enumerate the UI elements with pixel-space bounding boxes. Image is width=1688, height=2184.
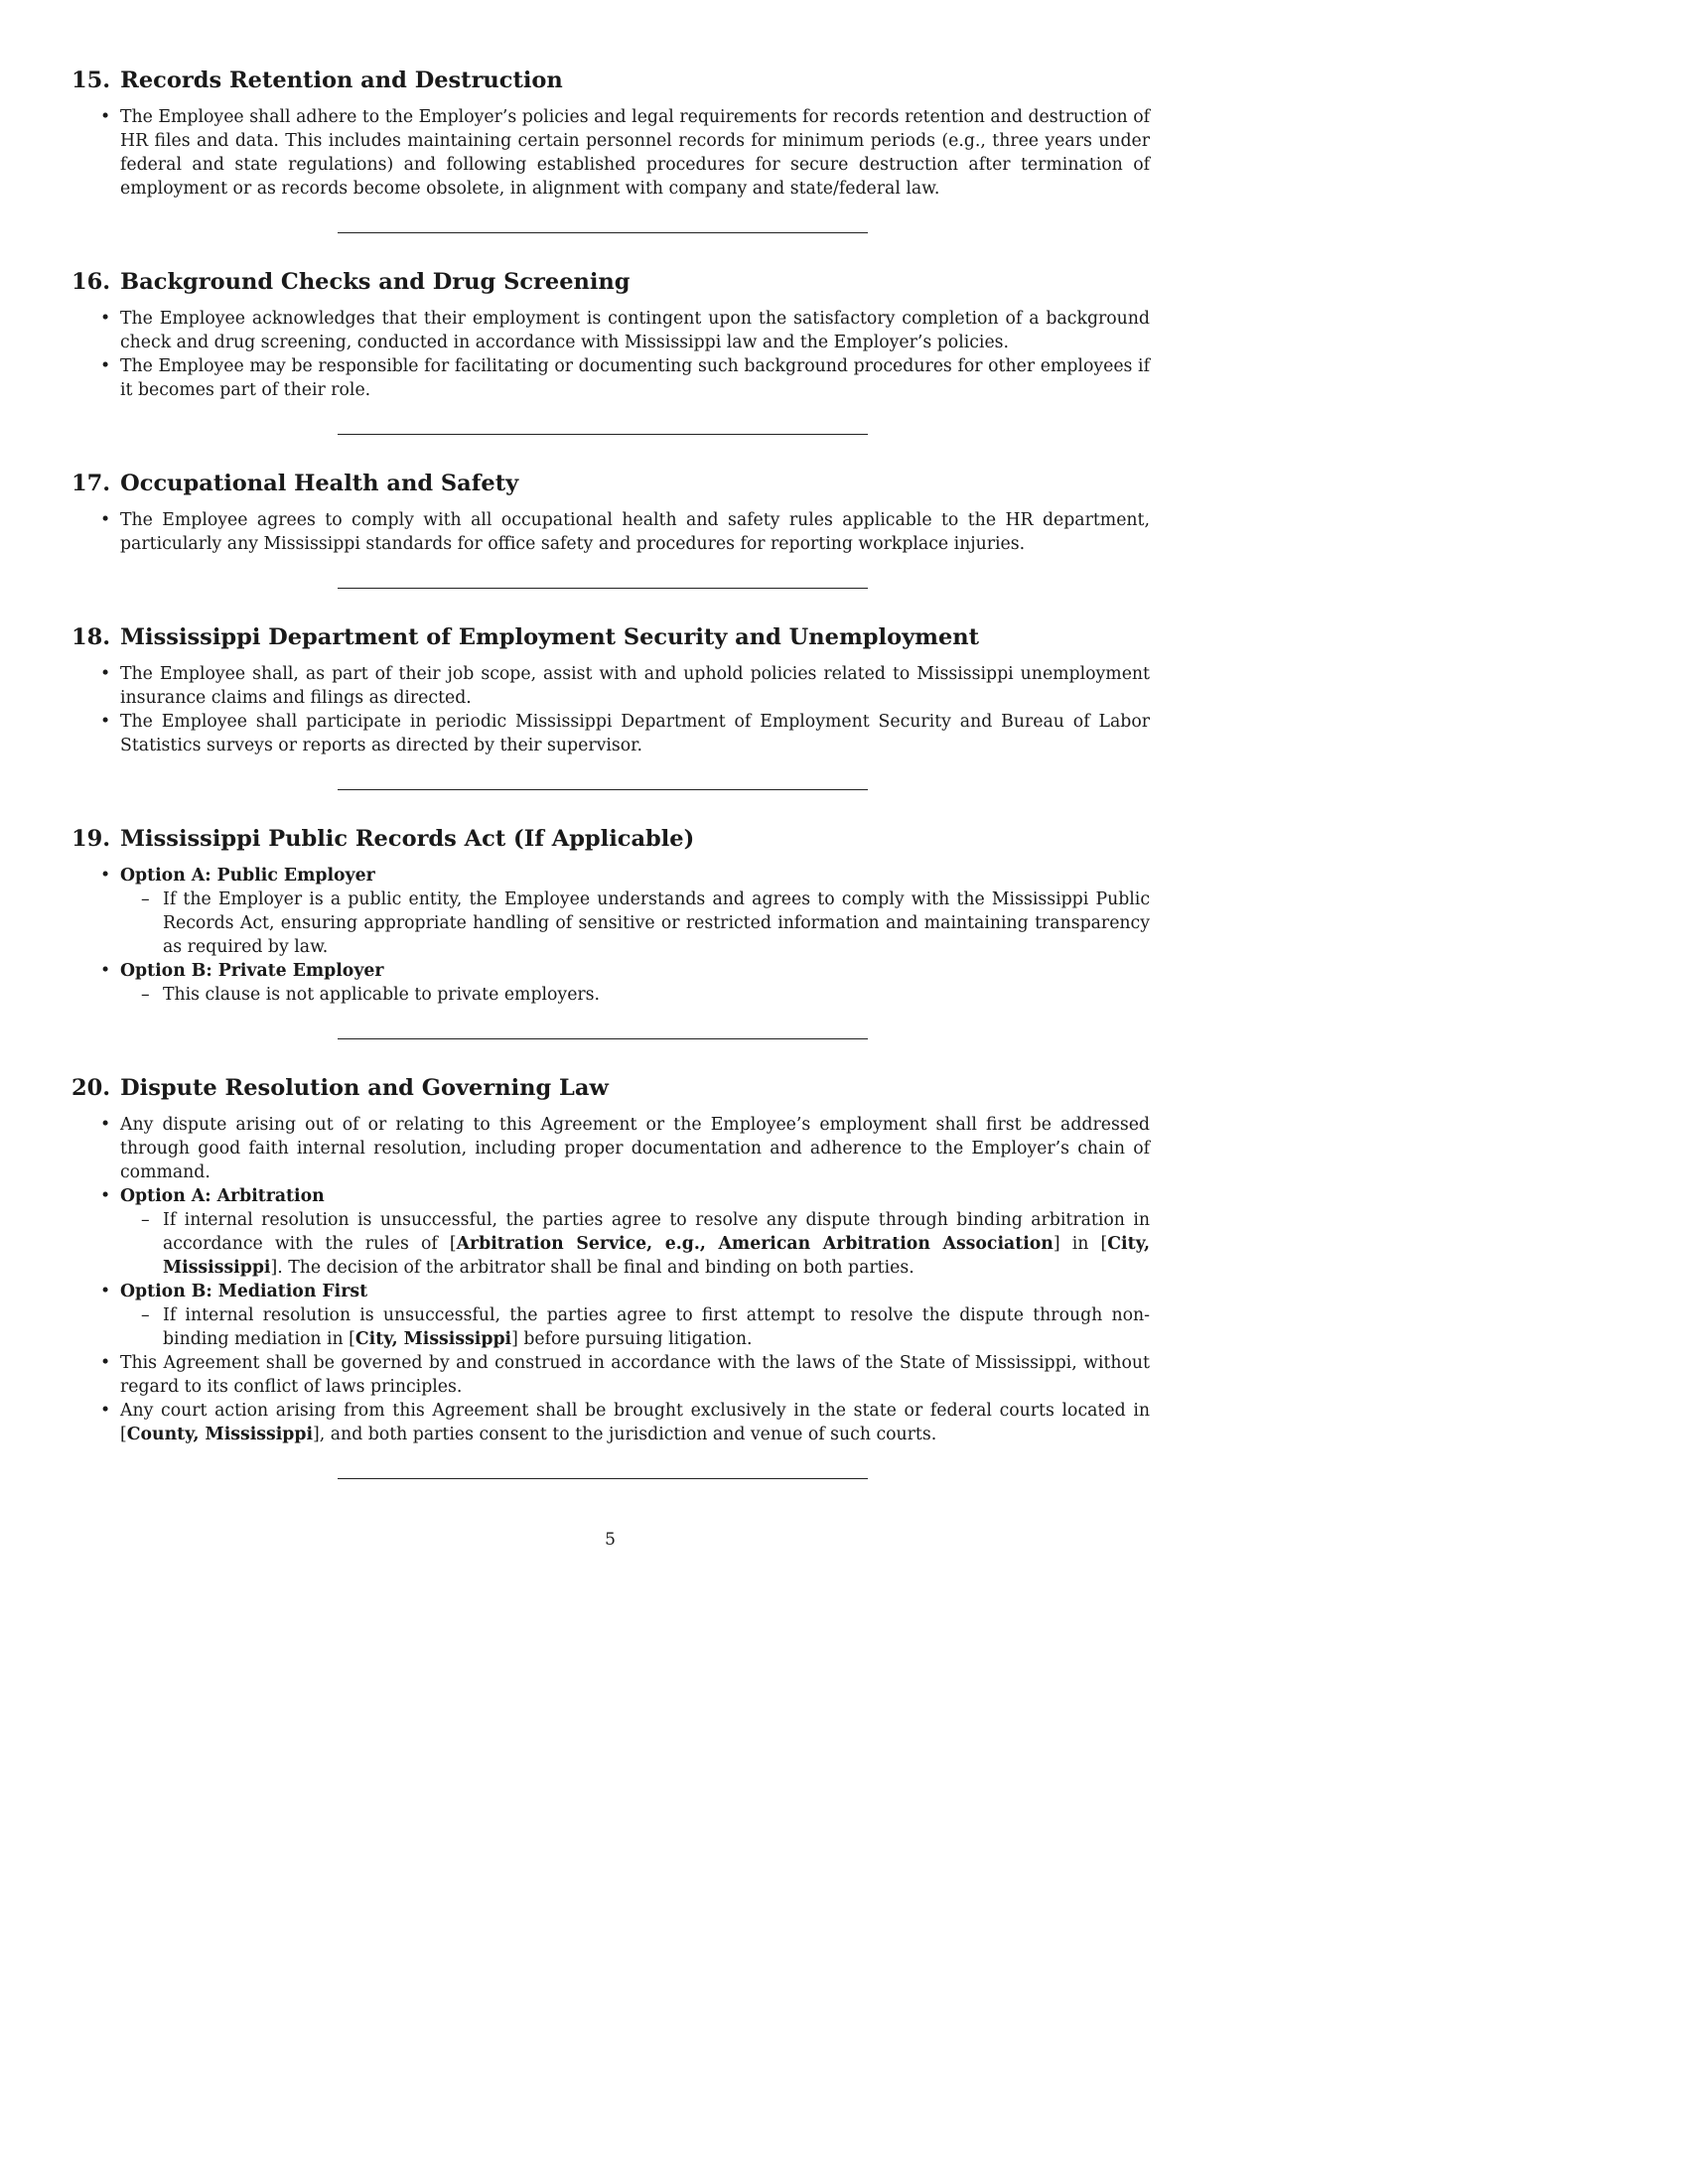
clause-text: If internal resolution is unsuccessful, the parties agree to resolve any dispute through binding arbitration in accordance with the rules of [ bbox=[163, 1210, 1150, 1254]
section-title: Occupational Health and Safety bbox=[120, 471, 519, 496]
document-page bbox=[71, 66, 1150, 1479]
section-heading bbox=[71, 824, 1150, 854]
clause-text: ], and both parties consent to the jurisdiction and venue of such courts. bbox=[313, 1425, 937, 1444]
section-title: Background Checks and Drug Screening bbox=[120, 269, 631, 295]
bullet-list bbox=[71, 662, 1150, 757]
placeholder-field: City, Mississippi bbox=[163, 1234, 1150, 1278]
option-label: Option B: Mediation First bbox=[120, 1282, 368, 1301]
section-title: Mississippi Public Records Act (If Applicable) bbox=[120, 826, 695, 852]
option-item bbox=[71, 1280, 1150, 1351]
list-item: • The Employee may be responsible for facilitating or documenting such background procedures for other employees if it becomes part of their role. bbox=[71, 354, 1150, 402]
section-number: 15. bbox=[71, 68, 111, 93]
section-number: 17. bbox=[71, 471, 111, 496]
clause-text: ]. The decision of the arbitrator shall be final and binding on both parties. bbox=[270, 1258, 914, 1278]
option-label: Option B: Private Employer bbox=[120, 961, 384, 981]
section-heading bbox=[71, 622, 1150, 652]
clause-text: If internal resolution is unsuccessful, the parties agree to first attempt to resolve the dispute through non-binding mediation in [ bbox=[163, 1305, 1150, 1349]
option-item bbox=[71, 959, 1150, 1007]
section-15 bbox=[71, 66, 1150, 233]
list-item: • The Employee shall, as part of their job scope, assist with and uphold policies related to Mississippi unemployment insurance claims and filings as directed. bbox=[71, 662, 1150, 710]
section-number: 18. bbox=[71, 624, 111, 650]
section-16 bbox=[71, 267, 1150, 435]
section-18 bbox=[71, 622, 1150, 790]
bullet-list bbox=[71, 105, 1150, 201]
clause-text: ] before pursuing litigation. bbox=[511, 1329, 753, 1349]
sub-list bbox=[120, 1303, 1150, 1351]
section-number: 16. bbox=[71, 269, 111, 295]
sub-list-item bbox=[120, 1303, 1150, 1351]
sub-list-item: – This clause is not applicable to private employers. bbox=[120, 983, 1150, 1007]
option-label: Option A: Arbitration bbox=[120, 1186, 325, 1206]
section-heading bbox=[71, 267, 1150, 297]
section-20 bbox=[71, 1073, 1150, 1479]
sub-list bbox=[120, 983, 1150, 1007]
section-19 bbox=[71, 824, 1150, 1039]
section-heading bbox=[71, 1073, 1150, 1103]
placeholder-field: City, Mississippi bbox=[354, 1329, 512, 1349]
section-17 bbox=[71, 469, 1150, 589]
option-label: Option A: Public Employer bbox=[120, 866, 375, 886]
sub-list-item: – If the Employer is a public entity, the Employee understands and agrees to comply with the Mississippi Public Records Act, ensuring appropriate handling of sensitive or restricted information and maintaining transparency as required by law. bbox=[120, 887, 1150, 959]
sub-list bbox=[120, 1208, 1150, 1280]
clause-text: Any court action arising from this Agreement shall be brought exclusively in the state or federal courts located in [ bbox=[120, 1401, 1150, 1444]
bullet-list bbox=[71, 508, 1150, 556]
section-title: Dispute Resolution and Governing Law bbox=[120, 1075, 609, 1101]
list-item: • Any dispute arising out of or relating to this Agreement or the Employee’s employment shall first be addressed through good faith internal resolution, including proper documentation and adherence to the Employer’s chain of command. bbox=[71, 1113, 1150, 1184]
option-item bbox=[71, 1184, 1150, 1280]
sub-list-item bbox=[120, 1208, 1150, 1280]
sub-list bbox=[120, 887, 1150, 959]
bullet-list bbox=[71, 864, 1150, 1007]
section-heading bbox=[71, 66, 1150, 95]
option-item bbox=[71, 864, 1150, 959]
list-item: • The Employee shall adhere to the Employer’s policies and legal requirements for records retention and destruction of HR files and data. This includes maintaining certain personnel records for minimum periods (e.g., three years under federal and state regulations) and following established procedures for secure destruction after termination of employment or as records become obsolete, in alignment with company and state/federal law. bbox=[71, 105, 1150, 201]
list-item: • The Employee agrees to comply with all occupational health and safety rules applicable to the HR department, particularly any Mississippi standards for office safety and procedures for reporting workplace injuries. bbox=[71, 508, 1150, 556]
section-title: Records Retention and Destruction bbox=[120, 68, 563, 93]
section-heading bbox=[71, 469, 1150, 498]
section-divider bbox=[338, 1478, 868, 1479]
section-title: Mississippi Department of Employment Security and Unemployment bbox=[120, 624, 980, 650]
section-number: 20. bbox=[71, 1075, 111, 1101]
page-number: 5 bbox=[605, 1530, 616, 1550]
list-item bbox=[71, 1399, 1150, 1446]
bullet-list bbox=[71, 307, 1150, 402]
placeholder-field: Arbitration Service, e.g., American Arbitration Association bbox=[456, 1234, 1054, 1254]
list-item: • This Agreement shall be governed by and construed in accordance with the laws of the State of Mississippi, without regard to its conflict of laws principles. bbox=[71, 1351, 1150, 1399]
list-item: • The Employee acknowledges that their employment is contingent upon the satisfactory completion of a background check and drug screening, conducted in accordance with Mississippi law and the Employer’s policies. bbox=[71, 307, 1150, 354]
placeholder-field: County, Mississippi bbox=[126, 1425, 314, 1444]
bullet-list bbox=[71, 1113, 1150, 1446]
section-number: 19. bbox=[71, 826, 111, 852]
clause-text: ] in [ bbox=[1053, 1234, 1108, 1254]
list-item: • The Employee shall participate in periodic Mississippi Department of Employment Security and Bureau of Labor Statistics surveys or reports as directed by their supervisor. bbox=[71, 710, 1150, 757]
